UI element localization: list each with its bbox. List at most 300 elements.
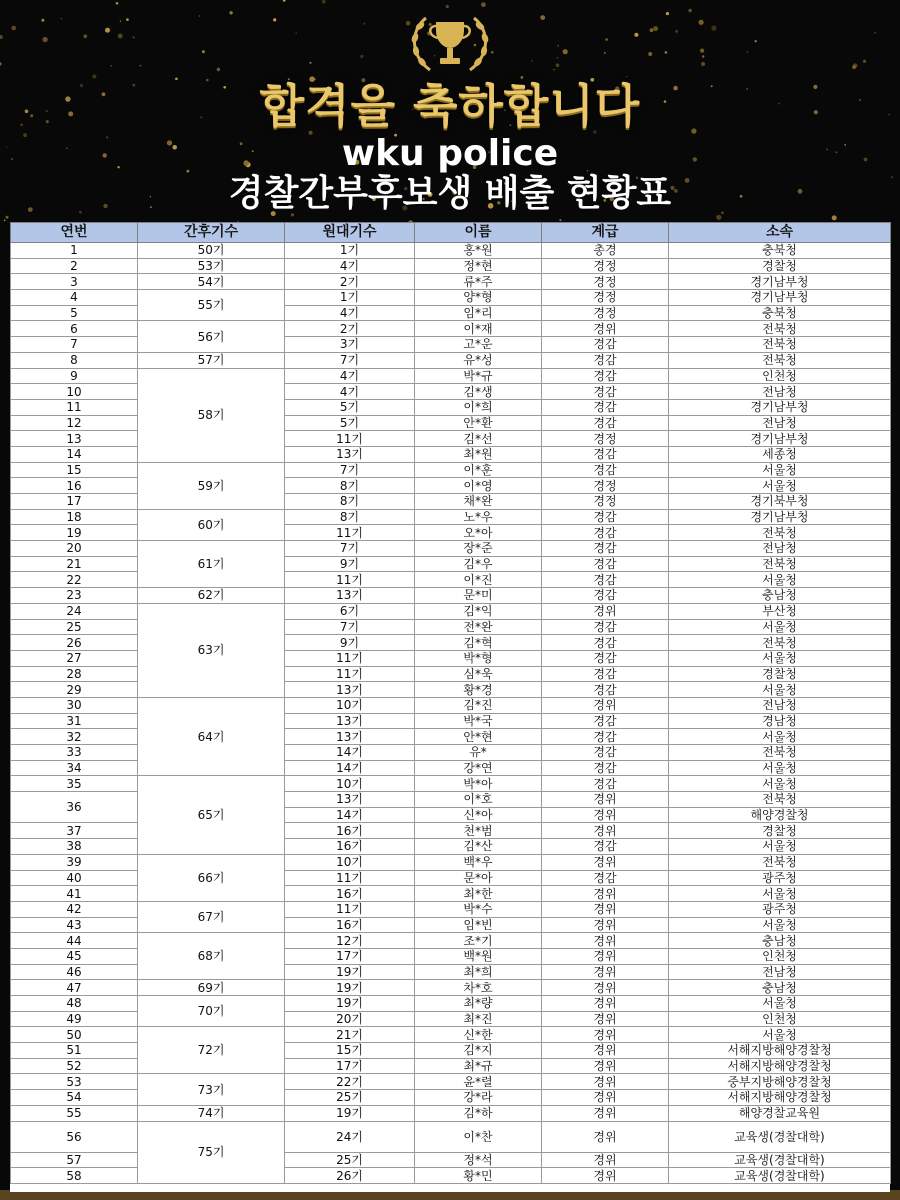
cell-name: 최*규 (415, 1058, 542, 1074)
col-header-rank: 계급 (542, 223, 669, 243)
cell-affiliation: 경기남부청 (669, 431, 891, 447)
cell-affiliation: 서울청 (669, 839, 891, 855)
cell-rank: 경감 (542, 337, 669, 353)
cell-origin-class: 24기 (285, 1121, 415, 1152)
cell-affiliation: 경찰청 (669, 823, 891, 839)
cell-cadet-class: 61기 (138, 541, 285, 588)
cell-origin-class: 6기 (285, 603, 415, 619)
cell-origin-class: 4기 (285, 258, 415, 274)
cell-rank: 경위 (542, 697, 669, 713)
cell-affiliation: 충남청 (669, 933, 891, 949)
cell-name: 박*규 (415, 368, 542, 384)
cell-no: 8 (11, 352, 138, 368)
cell-affiliation: 경찰청 (669, 666, 891, 682)
cell-origin-class: 11기 (285, 901, 415, 917)
cell-rank: 경정 (542, 290, 669, 306)
cell-rank: 경감 (542, 415, 669, 431)
table-row (11, 1121, 891, 1152)
cell-origin-class: 14기 (285, 760, 415, 776)
cell-no: 29 (11, 682, 138, 698)
cell-rank: 경위 (542, 964, 669, 980)
cell-affiliation: 경기남부청 (669, 290, 891, 306)
cell-no: 58 (11, 1168, 138, 1184)
cell-no: 12 (11, 415, 138, 431)
congrats-title: 합격을 축하합니다 (259, 79, 641, 133)
cell-rank: 경위 (542, 996, 669, 1012)
cell-origin-class: 16기 (285, 917, 415, 933)
cell-affiliation: 전북청 (669, 321, 891, 337)
cell-affiliation: 전남청 (669, 415, 891, 431)
cell-affiliation: 중부지방해양경찰청 (669, 1074, 891, 1090)
cell-rank: 경감 (542, 462, 669, 478)
cell-origin-class: 5기 (285, 399, 415, 415)
cell-affiliation: 서울청 (669, 1027, 891, 1043)
cell-no: 55 (11, 1105, 138, 1121)
cell-no: 14 (11, 446, 138, 462)
cell-origin-class: 8기 (285, 509, 415, 525)
cell-affiliation: 해양경찰교육원 (669, 1105, 891, 1121)
cell-no: 23 (11, 588, 138, 604)
cell-origin-class: 10기 (285, 697, 415, 713)
cell-no: 33 (11, 745, 138, 761)
cell-name: 이*영 (415, 478, 542, 494)
cell-name: 이*진 (415, 572, 542, 588)
cell-origin-class: 16기 (285, 839, 415, 855)
roster-table-container (10, 222, 890, 1192)
cell-rank: 경위 (542, 792, 669, 808)
cell-origin-class: 4기 (285, 368, 415, 384)
cell-rank: 경위 (542, 1121, 669, 1152)
cell-name: 박*수 (415, 901, 542, 917)
cell-affiliation: 서울청 (669, 462, 891, 478)
cell-origin-class: 10기 (285, 854, 415, 870)
cell-name: 김*혁 (415, 635, 542, 651)
cell-origin-class: 19기 (285, 1105, 415, 1121)
cell-affiliation: 인천청 (669, 368, 891, 384)
cell-affiliation: 전남청 (669, 541, 891, 557)
cell-no: 54 (11, 1090, 138, 1106)
cell-name: 이*희 (415, 399, 542, 415)
table-row (11, 352, 891, 368)
cell-rank: 경위 (542, 603, 669, 619)
cell-rank: 경감 (542, 650, 669, 666)
cell-origin-class: 9기 (285, 635, 415, 651)
table-row (11, 980, 891, 996)
cell-cadet-class: 70기 (138, 996, 285, 1027)
table-body (11, 243, 891, 1184)
cell-origin-class: 13기 (285, 682, 415, 698)
cell-origin-class: 5기 (285, 415, 415, 431)
cell-rank: 경감 (542, 839, 669, 855)
cell-cadet-class: 73기 (138, 1074, 285, 1105)
cell-affiliation: 경기남부청 (669, 274, 891, 290)
cell-name: 박*국 (415, 713, 542, 729)
cell-name: 신*아 (415, 807, 542, 823)
col-header-origin-class: 원대기수 (285, 223, 415, 243)
cell-name: 김*산 (415, 839, 542, 855)
cell-no: 2 (11, 258, 138, 274)
cell-affiliation: 서울청 (669, 682, 891, 698)
cell-no: 47 (11, 980, 138, 996)
cell-origin-class: 13기 (285, 446, 415, 462)
cell-name: 김*하 (415, 1105, 542, 1121)
cell-rank: 경감 (542, 760, 669, 776)
cell-origin-class: 12기 (285, 933, 415, 949)
cell-cadet-class: 57기 (138, 352, 285, 368)
cell-name: 문*아 (415, 870, 542, 886)
table-row (11, 258, 891, 274)
cell-origin-class: 11기 (285, 650, 415, 666)
cell-no: 35 (11, 776, 138, 792)
cell-origin-class: 7기 (285, 619, 415, 635)
cell-affiliation: 서울청 (669, 478, 891, 494)
cell-origin-class: 20기 (285, 1011, 415, 1027)
cell-cadet-class: 60기 (138, 509, 285, 540)
cell-name: 이*재 (415, 321, 542, 337)
cell-no: 20 (11, 541, 138, 557)
cell-origin-class: 17기 (285, 948, 415, 964)
cell-no: 45 (11, 948, 138, 964)
table-row (11, 321, 891, 337)
cell-no: 13 (11, 431, 138, 447)
cell-no: 38 (11, 839, 138, 855)
cell-rank: 경감 (542, 729, 669, 745)
table-row (11, 1027, 891, 1043)
cell-origin-class: 16기 (285, 886, 415, 902)
cell-affiliation: 전북청 (669, 745, 891, 761)
cell-name: 최*원 (415, 446, 542, 462)
cell-cadet-class: 56기 (138, 321, 285, 352)
table-row (11, 933, 891, 949)
cell-cadet-class: 54기 (138, 274, 285, 290)
cell-no: 34 (11, 760, 138, 776)
cell-no: 31 (11, 713, 138, 729)
cell-cadet-class: 62기 (138, 588, 285, 604)
cell-no: 39 (11, 854, 138, 870)
cell-origin-class: 1기 (285, 243, 415, 259)
cell-name: 김*생 (415, 384, 542, 400)
cell-no: 28 (11, 666, 138, 682)
cell-affiliation: 전북청 (669, 525, 891, 541)
cell-name: 백*우 (415, 854, 542, 870)
col-header-cadet-class: 간후기수 (138, 223, 285, 243)
cell-name: 유*성 (415, 352, 542, 368)
cell-affiliation: 부산청 (669, 603, 891, 619)
cell-name: 조*기 (415, 933, 542, 949)
cell-cadet-class: 55기 (138, 290, 285, 321)
cell-name: 윤*렬 (415, 1074, 542, 1090)
cell-name: 홍*원 (415, 243, 542, 259)
cell-rank: 경감 (542, 446, 669, 462)
cell-cadet-class: 72기 (138, 1027, 285, 1074)
cell-no: 19 (11, 525, 138, 541)
cell-rank: 총경 (542, 243, 669, 259)
cell-origin-class: 17기 (285, 1058, 415, 1074)
cell-origin-class: 21기 (285, 1027, 415, 1043)
cell-name: 정*현 (415, 258, 542, 274)
cell-name: 류*주 (415, 274, 542, 290)
cell-rank: 경감 (542, 556, 669, 572)
cell-rank: 경위 (542, 1105, 669, 1121)
roster-table (10, 222, 891, 1184)
cell-rank: 경정 (542, 274, 669, 290)
cell-origin-class: 11기 (285, 870, 415, 886)
cell-rank: 경정 (542, 258, 669, 274)
cell-origin-class: 19기 (285, 964, 415, 980)
cell-rank: 경감 (542, 525, 669, 541)
cell-rank: 경감 (542, 368, 669, 384)
cell-origin-class: 13기 (285, 713, 415, 729)
cell-name: 강*라 (415, 1090, 542, 1106)
cell-cadet-class: 68기 (138, 933, 285, 980)
cell-no: 43 (11, 917, 138, 933)
cell-cadet-class: 58기 (138, 368, 285, 462)
cell-rank: 경감 (542, 713, 669, 729)
cell-name: 전*완 (415, 619, 542, 635)
cell-origin-class: 10기 (285, 776, 415, 792)
cell-rank: 경위 (542, 1058, 669, 1074)
cell-name: 황*경 (415, 682, 542, 698)
table-row (11, 588, 891, 604)
cell-no: 9 (11, 368, 138, 384)
cell-name: 박*형 (415, 650, 542, 666)
cell-affiliation: 서울청 (669, 996, 891, 1012)
cell-name: 최*량 (415, 996, 542, 1012)
cell-rank: 경위 (542, 1090, 669, 1106)
cell-name: 김*진 (415, 697, 542, 713)
cell-origin-class: 8기 (285, 478, 415, 494)
cell-name: 김*익 (415, 603, 542, 619)
cell-rank: 경감 (542, 870, 669, 886)
cell-rank: 경감 (542, 776, 669, 792)
cell-affiliation: 경기북부청 (669, 494, 891, 510)
cell-cadet-class: 65기 (138, 776, 285, 854)
cell-affiliation: 서해지방해양경찰청 (669, 1058, 891, 1074)
cell-affiliation: 전북청 (669, 854, 891, 870)
cell-rank: 경위 (542, 823, 669, 839)
cell-name: 차*호 (415, 980, 542, 996)
cell-rank: 경감 (542, 352, 669, 368)
cell-rank: 경감 (542, 682, 669, 698)
table-row (11, 1105, 891, 1121)
col-header-name: 이름 (415, 223, 542, 243)
cell-no: 22 (11, 572, 138, 588)
cell-affiliation: 서울청 (669, 776, 891, 792)
cell-origin-class: 15기 (285, 1043, 415, 1059)
cell-affiliation: 전북청 (669, 792, 891, 808)
cell-origin-class: 8기 (285, 494, 415, 510)
cell-affiliation: 서울청 (669, 886, 891, 902)
cell-origin-class: 7기 (285, 352, 415, 368)
cell-no: 36 (11, 792, 138, 823)
cell-name: 신*한 (415, 1027, 542, 1043)
cell-name: 장*준 (415, 541, 542, 557)
cell-affiliation: 서울청 (669, 729, 891, 745)
cell-origin-class: 25기 (285, 1152, 415, 1168)
cell-no: 49 (11, 1011, 138, 1027)
cell-affiliation: 광주청 (669, 870, 891, 886)
cell-name: 심*욱 (415, 666, 542, 682)
cell-affiliation: 경기남부청 (669, 509, 891, 525)
cell-no: 40 (11, 870, 138, 886)
cell-no: 5 (11, 305, 138, 321)
cell-rank: 경감 (542, 384, 669, 400)
cell-name: 이*호 (415, 792, 542, 808)
cell-origin-class: 14기 (285, 807, 415, 823)
cell-rank: 경정 (542, 478, 669, 494)
cell-rank: 경위 (542, 1168, 669, 1184)
cell-affiliation: 서울청 (669, 572, 891, 588)
table-row (11, 509, 891, 525)
cell-rank: 경위 (542, 807, 669, 823)
cell-rank: 경위 (542, 901, 669, 917)
cell-rank: 경위 (542, 1011, 669, 1027)
cell-cadet-class: 59기 (138, 462, 285, 509)
cell-name: 백*원 (415, 948, 542, 964)
cell-no: 26 (11, 635, 138, 651)
cell-rank: 경정 (542, 305, 669, 321)
cell-rank: 경감 (542, 572, 669, 588)
cell-no: 24 (11, 603, 138, 619)
cell-origin-class: 3기 (285, 337, 415, 353)
cell-name: 노*우 (415, 509, 542, 525)
table-row (11, 243, 891, 259)
cell-rank: 경위 (542, 1027, 669, 1043)
cell-origin-class: 19기 (285, 996, 415, 1012)
cell-name: 문*미 (415, 588, 542, 604)
cell-no: 10 (11, 384, 138, 400)
cell-affiliation: 서해지방해양경찰청 (669, 1090, 891, 1106)
cell-affiliation: 전남청 (669, 384, 891, 400)
cell-affiliation: 인천청 (669, 948, 891, 964)
cell-no: 46 (11, 964, 138, 980)
cell-affiliation: 전북청 (669, 337, 891, 353)
table-row (11, 1074, 891, 1090)
cell-rank: 경위 (542, 948, 669, 964)
cell-origin-class: 11기 (285, 431, 415, 447)
cell-origin-class: 7기 (285, 541, 415, 557)
cell-no: 44 (11, 933, 138, 949)
cell-origin-class: 2기 (285, 321, 415, 337)
cell-name: 양*형 (415, 290, 542, 306)
cell-no: 1 (11, 243, 138, 259)
cell-name: 강*연 (415, 760, 542, 776)
cell-name: 채*완 (415, 494, 542, 510)
cell-name: 고*운 (415, 337, 542, 353)
cell-no: 37 (11, 823, 138, 839)
cell-affiliation: 서울청 (669, 760, 891, 776)
cell-affiliation: 전남청 (669, 964, 891, 980)
cell-affiliation: 충북청 (669, 305, 891, 321)
cell-origin-class: 7기 (285, 462, 415, 478)
cell-rank: 경감 (542, 666, 669, 682)
header (0, 0, 900, 222)
cell-rank: 경감 (542, 509, 669, 525)
cell-no: 57 (11, 1152, 138, 1168)
table-row (11, 368, 891, 384)
cell-name: 천*범 (415, 823, 542, 839)
cell-origin-class: 16기 (285, 823, 415, 839)
cell-no: 30 (11, 697, 138, 713)
cell-cadet-class: 66기 (138, 854, 285, 901)
cell-no: 56 (11, 1121, 138, 1152)
cell-no: 7 (11, 337, 138, 353)
table-header-row (11, 223, 891, 243)
cell-origin-class: 11기 (285, 666, 415, 682)
cell-no: 27 (11, 650, 138, 666)
cell-name: 최*한 (415, 886, 542, 902)
cell-affiliation: 전남청 (669, 697, 891, 713)
cell-no: 42 (11, 901, 138, 917)
cell-rank: 경위 (542, 917, 669, 933)
cell-affiliation: 충남청 (669, 980, 891, 996)
cell-no: 50 (11, 1027, 138, 1043)
cell-no: 32 (11, 729, 138, 745)
table-row (11, 462, 891, 478)
col-header-affiliation: 소속 (669, 223, 891, 243)
cell-name: 임*리 (415, 305, 542, 321)
cell-affiliation: 교육생(경찰대학) (669, 1121, 891, 1152)
cell-cadet-class: 67기 (138, 901, 285, 932)
cell-name: 최*진 (415, 1011, 542, 1027)
cell-affiliation: 교육생(경찰대학) (669, 1168, 891, 1184)
cell-cadet-class: 50기 (138, 243, 285, 259)
cell-name: 최*희 (415, 964, 542, 980)
cell-rank: 경감 (542, 635, 669, 651)
table-row (11, 901, 891, 917)
cell-affiliation: 서울청 (669, 917, 891, 933)
table-row (11, 697, 891, 713)
cell-name: 유* (415, 745, 542, 761)
cell-rank: 경감 (542, 399, 669, 415)
cell-cadet-class: 64기 (138, 697, 285, 775)
cell-rank: 경위 (542, 886, 669, 902)
cell-rank: 경위 (542, 854, 669, 870)
cell-rank: 경위 (542, 933, 669, 949)
cell-rank: 경감 (542, 745, 669, 761)
cell-no: 41 (11, 886, 138, 902)
cell-name: 박*아 (415, 776, 542, 792)
cell-affiliation: 해양경찰청 (669, 807, 891, 823)
cell-affiliation: 인천청 (669, 1011, 891, 1027)
cell-no: 48 (11, 996, 138, 1012)
cell-rank: 경위 (542, 1074, 669, 1090)
cell-affiliation: 서울청 (669, 619, 891, 635)
cell-rank: 경위 (542, 980, 669, 996)
cell-cadet-class: 69기 (138, 980, 285, 996)
trophy-laurel-icon (396, 8, 504, 76)
table-row (11, 274, 891, 290)
cell-no: 3 (11, 274, 138, 290)
table-row (11, 776, 891, 792)
cell-cadet-class: 74기 (138, 1105, 285, 1121)
cell-no: 4 (11, 290, 138, 306)
cell-no: 17 (11, 494, 138, 510)
table-row (11, 541, 891, 557)
cell-affiliation: 서울청 (669, 650, 891, 666)
table-row (11, 854, 891, 870)
cell-cadet-class: 53기 (138, 258, 285, 274)
cell-affiliation: 광주청 (669, 901, 891, 917)
cell-origin-class: 11기 (285, 525, 415, 541)
cell-rank: 경감 (542, 619, 669, 635)
cell-rank: 경정 (542, 431, 669, 447)
cell-affiliation: 경남청 (669, 713, 891, 729)
cell-rank: 경감 (542, 541, 669, 557)
cell-rank: 경위 (542, 1043, 669, 1059)
cell-no: 52 (11, 1058, 138, 1074)
cell-affiliation: 경찰청 (669, 258, 891, 274)
